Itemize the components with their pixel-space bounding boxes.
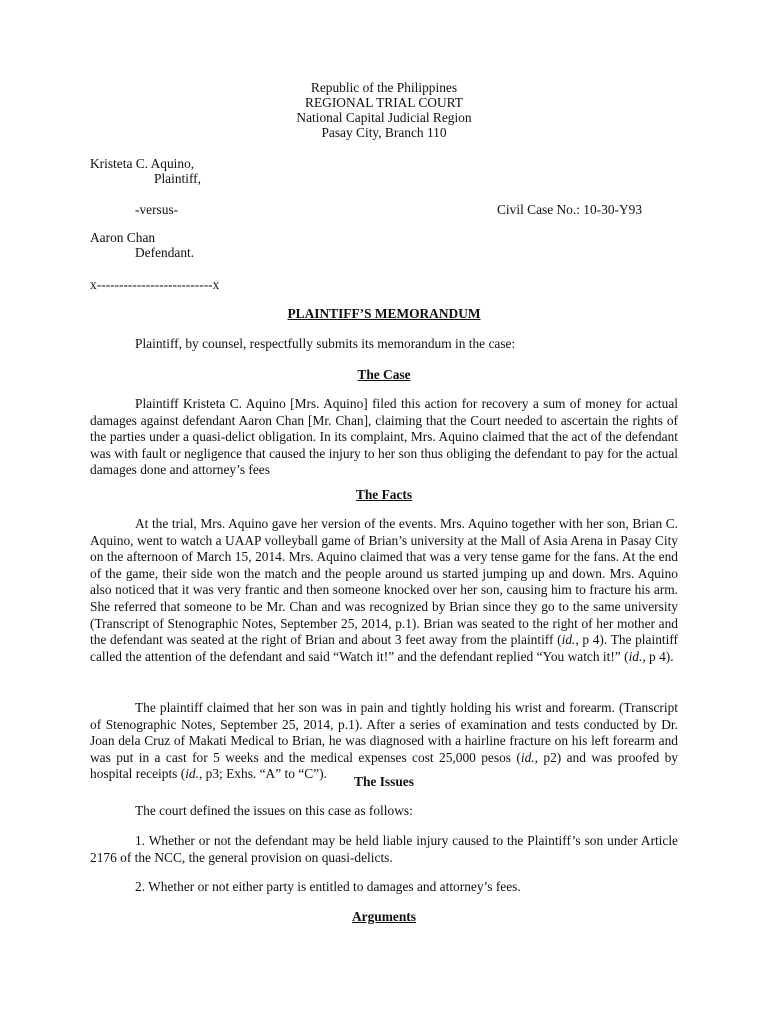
facts-paragraph-1 (90, 516, 678, 665)
court-header-line-1: Republic of the Philippines (310, 80, 458, 95)
facts-p2-text: The plaintiff claimed that her son was in pain and tightly holding his wrist and forearm. (Transcript of Stenographic Notes, September 25, 2014, p.1). After a series of examination and tests conducted by Dr. Joan dela Cruz of Makati Medical to Brian, he was diagnosed with a hairline fracture on his left forearm and was put in a cast for 5 weeks and the medical expenses cost 25,000 pesos ( (90, 700, 678, 765)
issues-heading: The Issues (354, 774, 414, 789)
case-number: Civil Case No.: 10-30-Y93 (497, 202, 643, 217)
facts-paragraph-2 (90, 700, 678, 783)
versus-label: -versus- (135, 202, 179, 217)
facts-p2-cite-2: id. (185, 766, 199, 782)
case-heading: The Case (357, 367, 411, 382)
issue-1: 1. Whether or not the defendant may be held liable injury caused to the Plaintiff’s son under Article 2176 of the NCC, the general provision on quasi-delicts. (90, 833, 678, 865)
facts-p1-cite-1: id. (561, 632, 576, 648)
facts-p1-text-3: , p 4). (642, 648, 674, 664)
caption-separator: x--------------------------x (90, 277, 220, 292)
facts-p2-text-2: , p2) and was proofed by hospital receipts ( (90, 749, 678, 782)
facts-p2-cite-1: id. (520, 749, 535, 765)
defendant-role: Defendant. (135, 245, 195, 260)
facts-p1-cite-2: id. (628, 648, 643, 664)
court-header-line-3: National Capital Judicial Region (296, 110, 472, 125)
facts-p1-text-2: , p 4). The plaintiff called the attention of the defendant and said “Watch it!” and the defendant replied “You watch it!” ( (90, 632, 679, 664)
facts-heading: The Facts (355, 487, 413, 502)
document-title: PLAINTIFF’S MEMORANDUM (287, 306, 481, 321)
court-header-line-2: REGIONAL TRIAL COURT (305, 95, 463, 110)
facts-p1-text: At the trial, Mrs. Aquino gave her version of the events. Mrs. Aquino together with her son, Brian C. Aquino, went to watch a UAAP volleyball game of Brian’s university at the Mall of Asia Arena in Pasay City on the afternoon of March 15, 2014. Mrs. Aquino claimed that was a very tense game for the fans. At the end of the game, their side won the match and the people around us started jumping up and down. Mrs. Aquino also noticed that it was very frantic and then someone knocked over her son, causing him to fracture his arm. She referred that someone to be Mr. Chan and was recognized by Brian since they go to the same university (Transcript of Stenographic Notes, September 25, 2014, p.1). Brian was seated to the right of her mother and the defendant was seated at the right of Brian and about 3 feet away from the plaintiff ( (90, 516, 678, 648)
facts-p2-text-3: , p3; Exhs. “A” to “C”). (198, 766, 327, 782)
plaintiff-role: Plaintiff, (154, 171, 201, 186)
issues-intro: The court defined the issues on this case as follows: (135, 803, 413, 818)
issue-2: 2. Whether or not either party is entitled to damages and attorney’s fees. (135, 879, 521, 894)
arguments-heading: Arguments (352, 909, 416, 924)
court-header-line-4: Pasay City, Branch 110 (321, 125, 447, 140)
intro-text: Plaintiff, by counsel, respectfully submits its memorandum in the case: (135, 336, 516, 351)
defendant-name: Aaron Chan (90, 230, 156, 245)
plaintiff-name: Kristeta C. Aquino, (90, 156, 195, 171)
case-paragraph: Plaintiff Kristeta C. Aquino [Mrs. Aquino] filed this action for recovery a sum of money for actual damages against defendant Aaron Chan [Mr. Chan], claiming that the Court needed to ascertain the rights of the parties under a quasi-delict obligation. In its complaint, Mrs. Aquino claimed that the act of the defendant was with fault or negligence that caused the injury to her son thus obliging the defendant to pay for the actual damages done and attorney’s fees (90, 396, 678, 478)
